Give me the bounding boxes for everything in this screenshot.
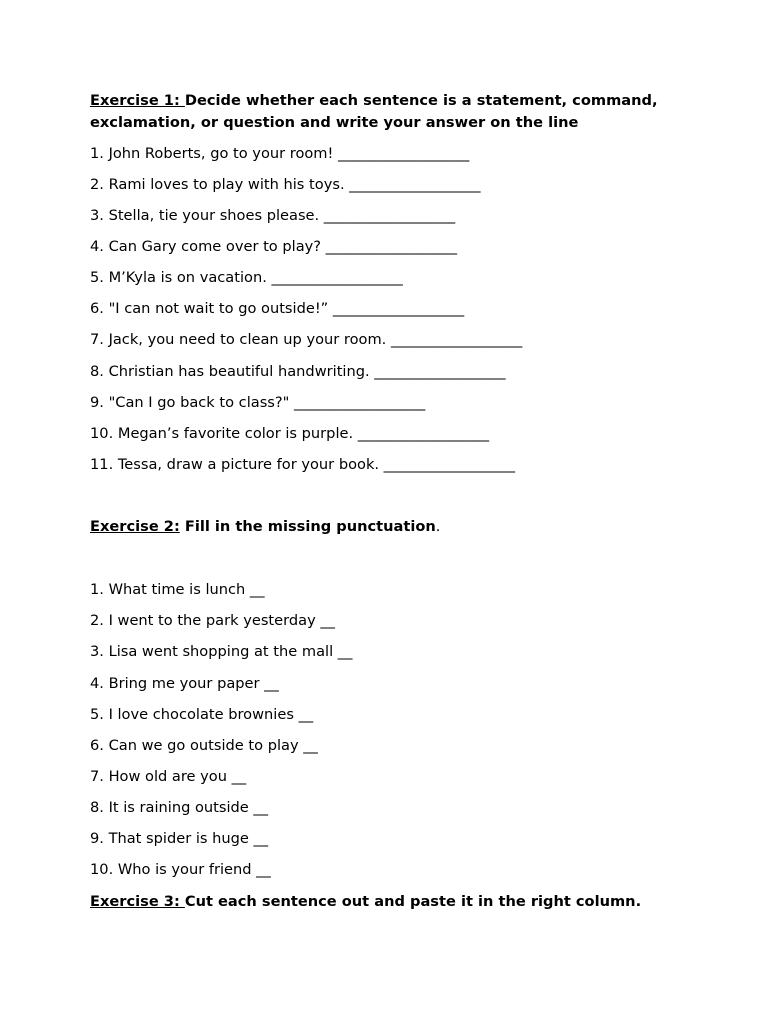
exercise1-item-9: 9. "Can I go back to class?" __________________ — [90, 394, 426, 411]
exercise2-item-3: 3. Lisa went shopping at the mall __ — [90, 643, 353, 660]
exercise1-heading — [90, 90, 708, 134]
exercise1-item-1: 1. John Roberts, go to your room! __________________ — [90, 145, 470, 162]
exercise2-item-10: 10. Who is your friend __ — [90, 861, 271, 878]
exercise2-item-4: 4. Bring me your paper __ — [90, 675, 279, 692]
exercise3-instruction: Cut each sentence out and paste it in the right column. — [184, 893, 642, 910]
exercise1-item-10: 10. Megan’s favorite color is purple. __________________ — [90, 425, 490, 442]
exercise1-item-11: 11. Tessa, draw a picture for your book. __________________ — [90, 456, 516, 473]
exercise2-item-6: 6. Can we go outside to play __ — [90, 737, 318, 754]
exercise2-trailing-period: . — [435, 518, 441, 535]
exercise2-item-9: 9. That spider is huge __ — [90, 830, 269, 847]
exercise2-item-5: 5. I love chocolate brownies __ — [90, 706, 314, 723]
exercise3-heading — [90, 891, 708, 913]
exercise2-label: Exercise 2: — [90, 518, 180, 535]
exercise1-item-7: 7. Jack, you need to clean up your room. __________________ — [90, 331, 523, 348]
exercise1-item-2: 2. Rami loves to play with his toys. __________________ — [90, 176, 481, 193]
exercise3-label: Exercise 3: — [90, 893, 185, 910]
exercise2-item-1: 1. What time is lunch __ — [90, 581, 265, 598]
exercise1-item-8: 8. Christian has beautiful handwriting. __________________ — [90, 363, 506, 380]
exercise2-item-7: 7. How old are you __ — [90, 768, 247, 785]
exercise1-item-5: 5. M’Kyla is on vacation. __________________ — [90, 269, 403, 286]
exercise2-item-8: 8. It is raining outside __ — [90, 799, 269, 816]
exercise2-item-2: 2. I went to the park yesterday __ — [90, 612, 335, 629]
exercise1-instruction: Decide whether each sentence is a statement, command, exclamation, or question and write your answer on the line — [90, 92, 658, 131]
exercise2-heading — [90, 516, 708, 538]
exercise2-instruction: Fill in the missing punctuation — [179, 518, 436, 535]
exercise1-item-6: 6. "I can not wait to go outside!” __________________ — [90, 300, 465, 317]
exercise1-item-3: 3. Stella, tie your shoes please. __________________ — [90, 207, 456, 224]
exercise1-label: Exercise 1: — [90, 92, 185, 109]
exercise1-item-4: 4. Can Gary come over to play? __________________ — [90, 238, 457, 255]
